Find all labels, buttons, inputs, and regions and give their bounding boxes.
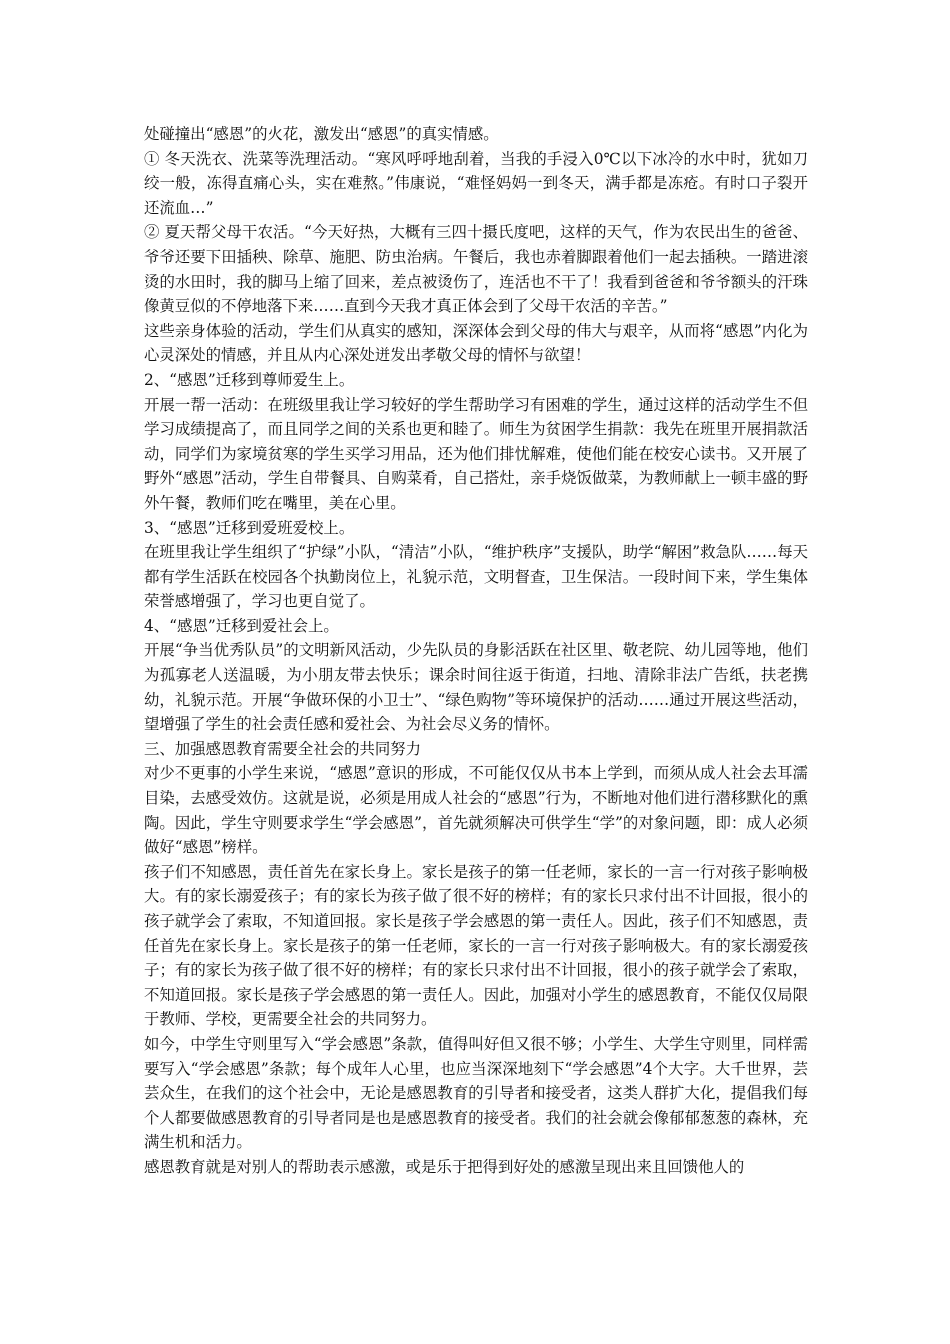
paragraph: 处碰撞出“感恩”的火花，激发出“感恩”的真实情感。 [144, 125, 499, 143]
paragraph: 开展一帮一活动：在班级里我让学习较好的学生帮助学习有困难的学生，通过这样的活动学生不但学习成绩提高了，而且同学之间的关系也更和睦了。师生为贫困学生捐款：我先在班里开展捐款活动，同学们为家境贫寒的学生买学习用品，还为他们排忧解难，使他们能在校安心读书。又开展了野外“感恩”活动，学生自带餐具、自购菜肴，自己搭灶，亲手烧饭做菜，为教师献上一顿丰盛的野外午餐，教师们吃在嘴里，美在心里。 [144, 395, 808, 512]
section-heading: 3、“感恩”迁移到爱班爱校上。 [144, 518, 355, 537]
paragraph: 如今，中学生守则里写入“学会感恩”条款，值得叫好但又很不够；小学生、大学生守则里，同样需要写入“学会感恩”条款；每个成年人心里，也应当深深地刻下“学会感恩”4个大字。大千世界，芸芸众生，在我们的这个社会中，无论是感恩教育的引导者和接受者，这类人群扩大化，提倡我们每个人都要做感恩教育的引导者同是也是感恩教育的接受者。我们的社会就会像郁郁葱葱的森林，充满生机和活力。 [144, 1034, 808, 1152]
paragraph: ① 冬天洗衣、洗菜等洗理活动。“寒风呼呼地刮着，当我的手浸入0℃以下冰冷的水中时，犹如刀绞一般，冻得直痛心头，实在难熬。”伟康说，“难怪妈妈一到冬天，满手都是冻疮。有时口子裂开还流血…” [144, 149, 808, 217]
paragraph: 在班里我让学生组织了“护绿”小队，“清洁”小队，“维护秩序”支援队，助学“解困”救急队……每天都有学生活跃在校园各个执勤岗位上，礼貌示范，文明督查，卫生保洁。一段时间下来，学生集体荣誉感增强了，学习也更自觉了。 [144, 543, 808, 611]
section-heading: 三、加强感恩教育需要全社会的共同努力 [144, 739, 422, 758]
section-heading: 2、“感恩”迁移到尊师爱生上。 [144, 370, 355, 389]
section-heading: 4、“感恩”迁移到爱社会上。 [144, 616, 339, 635]
paragraph: 孩子们不知感恩，责任首先在家长身上。家长是孩子的第一任老师，家长的一言一行对孩子影响极大。有的家长溺爱孩子；有的家长为孩子做了很不好的榜样；有的家长只求付出不计回报，很小的孩子就学会了索取，不知道回报。家长是孩子学会感恩的第一责任人。因此，孩子们不知感恩，责任首先在家长身上。家长是孩子的第一任老师，家长的一言一行对孩子影响极大。有的家长溺爱孩子；有的家长为孩子做了很不好的榜样；有的家长只求付出不计回报，很小的孩子就学会了索取，不知道回报。家长是孩子学会感恩的第一责任人。因此，加强对小学生的感恩教育，不能仅仅局限于教师、学校，更需要全社会的共同努力。 [144, 862, 808, 1029]
paragraph: 开展“争当优秀队员”的文明新风活动，少先队员的身影活跃在社区里、敬老院、幼儿园等地，他们为孤寡老人送温暖，为小朋友带去快乐；课余时间往返于街道，扫地、清除非法广告纸，扶老携幼，礼貌示范。开展“争做环保的小卫士”、“绿色购物”等环境保护的活动……通过开展这些活动，望增强了学生的社会责任感和爱社会、为社会尽义务的情怀。 [144, 641, 808, 734]
paragraph: 这些亲身体验的活动，学生们从真实的感知，深深体会到父母的伟大与艰辛，从而将“感恩”内化为心灵深处的情感，并且从内心深处迸发出孝敬父母的情怀与欲望！ [144, 321, 808, 365]
paragraph: ② 夏天帮父母干农活。“今天好热，大概有三四十摄氏度吧，这样的天气，作为农民出生的爸爸、爷爷还要下田插秧、除草、施肥、防虫治病。午餐后，我也赤着脚跟着他们一起去插秧。一踏进滚烫的水田时，我的脚马上缩了回来，差点被烫伤了，连活也不干了！我看到爸爸和爷爷额头的汗珠像黄豆似的不停地落下来……直到今天我才真正体会到了父母干农活的辛苦。” [144, 223, 808, 316]
document-page [144, 122, 808, 1180]
paragraph: 对少不更事的小学生来说，“感恩”意识的形成，不可能仅仅从书本上学到，而须从成人社会去耳濡目染，去感受效仿。这就是说，必须是用成人社会的“感恩”行为，不断地对他们进行潜移默化的熏陶。因此，学生守则要求学生“学会感恩”，首先就须解决可供学生“学”的对象问题，即：成人必须做好“感恩”榜样。 [144, 764, 808, 857]
paragraph: 感恩教育就是对别人的帮助表示感激，或是乐于把得到好处的感激呈现出来且回馈他人的 [144, 1157, 745, 1176]
